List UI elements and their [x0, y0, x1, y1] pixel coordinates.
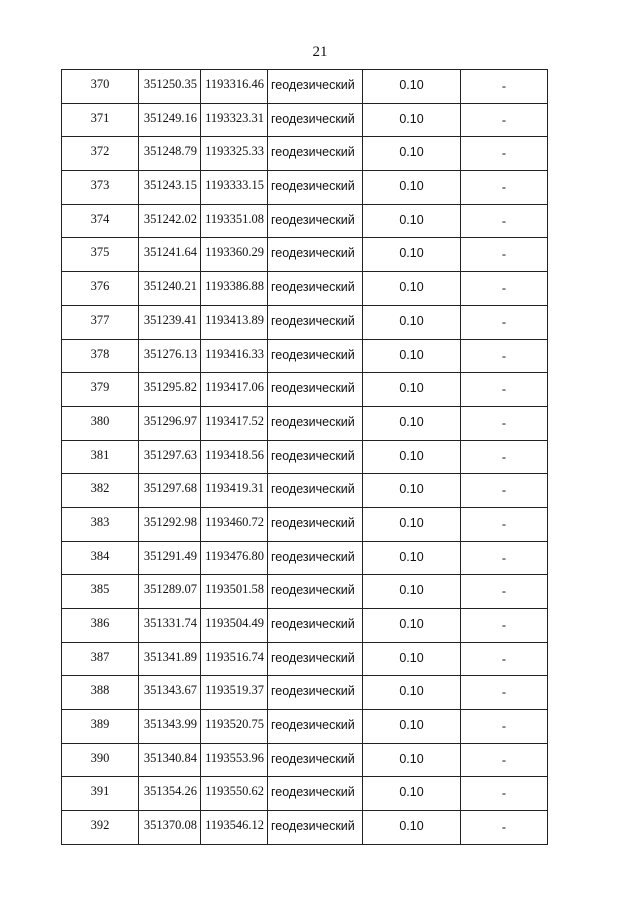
note-cell: - — [461, 541, 548, 575]
table-row — [62, 777, 548, 811]
x-coordinate-cell: 351343.67 — [139, 676, 201, 710]
y-coordinate-cell: 1193519.37 — [201, 676, 268, 710]
x-coordinate-cell: 351289.07 — [139, 575, 201, 609]
point-number-cell: 371 — [62, 103, 139, 137]
table-row — [62, 70, 548, 104]
table-row — [62, 171, 548, 205]
accuracy-cell: 0.10 — [363, 440, 461, 474]
method-cell: геодезический — [268, 609, 363, 643]
point-number-cell: 379 — [62, 373, 139, 407]
table-row — [62, 541, 548, 575]
table-row — [62, 305, 548, 339]
accuracy-cell: 0.10 — [363, 70, 461, 104]
method-cell: геодезический — [268, 204, 363, 238]
x-coordinate-cell: 351250.35 — [139, 70, 201, 104]
page-number: 21 — [312, 44, 328, 60]
x-coordinate-cell: 351341.89 — [139, 642, 201, 676]
table-row — [62, 440, 548, 474]
table-row — [62, 272, 548, 306]
x-coordinate-cell: 351343.99 — [139, 710, 201, 744]
note-cell: - — [461, 507, 548, 541]
method-cell: геодезический — [268, 710, 363, 744]
y-coordinate-cell: 1193550.62 — [201, 777, 268, 811]
table-row — [62, 507, 548, 541]
accuracy-cell: 0.10 — [363, 777, 461, 811]
method-cell: геодезический — [268, 507, 363, 541]
point-number-cell: 387 — [62, 642, 139, 676]
accuracy-cell: 0.10 — [363, 710, 461, 744]
note-cell: - — [461, 609, 548, 643]
x-coordinate-cell: 351240.21 — [139, 272, 201, 306]
table-row — [62, 642, 548, 676]
table-row — [62, 609, 548, 643]
y-coordinate-cell: 1193333.15 — [201, 171, 268, 205]
accuracy-cell: 0.10 — [363, 743, 461, 777]
y-coordinate-cell: 1193419.31 — [201, 474, 268, 508]
note-cell: - — [461, 676, 548, 710]
note-cell: - — [461, 474, 548, 508]
accuracy-cell: 0.10 — [363, 137, 461, 171]
y-coordinate-cell: 1193413.89 — [201, 305, 268, 339]
note-cell: - — [461, 339, 548, 373]
note-cell: - — [461, 575, 548, 609]
y-coordinate-cell: 1193417.52 — [201, 406, 268, 440]
point-number-cell: 388 — [62, 676, 139, 710]
y-coordinate-cell: 1193325.33 — [201, 137, 268, 171]
accuracy-cell: 0.10 — [363, 676, 461, 710]
method-cell: геодезический — [268, 676, 363, 710]
table-row — [62, 743, 548, 777]
accuracy-cell: 0.10 — [363, 609, 461, 643]
y-coordinate-cell: 1193553.96 — [201, 743, 268, 777]
table-row — [62, 238, 548, 272]
x-coordinate-cell: 351249.16 — [139, 103, 201, 137]
table-row — [62, 204, 548, 238]
method-cell: геодезический — [268, 575, 363, 609]
coordinates-table-body — [62, 70, 548, 845]
point-number-cell: 370 — [62, 70, 139, 104]
method-cell: геодезический — [268, 238, 363, 272]
point-number-cell: 380 — [62, 406, 139, 440]
method-cell: геодезический — [268, 811, 363, 845]
point-number-cell: 384 — [62, 541, 139, 575]
note-cell: - — [461, 373, 548, 407]
note-cell: - — [461, 710, 548, 744]
method-cell: геодезический — [268, 642, 363, 676]
x-coordinate-cell: 351248.79 — [139, 137, 201, 171]
accuracy-cell: 0.10 — [363, 541, 461, 575]
table-row — [62, 676, 548, 710]
point-number-cell: 378 — [62, 339, 139, 373]
method-cell: геодезический — [268, 70, 363, 104]
point-number-cell: 385 — [62, 575, 139, 609]
x-coordinate-cell: 351239.41 — [139, 305, 201, 339]
x-coordinate-cell: 351291.49 — [139, 541, 201, 575]
table-row — [62, 474, 548, 508]
note-cell: - — [461, 272, 548, 306]
accuracy-cell: 0.10 — [363, 811, 461, 845]
note-cell: - — [461, 238, 548, 272]
x-coordinate-cell: 351241.64 — [139, 238, 201, 272]
accuracy-cell: 0.10 — [363, 575, 461, 609]
x-coordinate-cell: 351276.13 — [139, 339, 201, 373]
y-coordinate-cell: 1193501.58 — [201, 575, 268, 609]
note-cell: - — [461, 137, 548, 171]
x-coordinate-cell: 351297.68 — [139, 474, 201, 508]
y-coordinate-cell: 1193520.75 — [201, 710, 268, 744]
coordinates-table — [61, 69, 548, 845]
point-number-cell: 373 — [62, 171, 139, 205]
y-coordinate-cell: 1193351.08 — [201, 204, 268, 238]
accuracy-cell: 0.10 — [363, 373, 461, 407]
accuracy-cell: 0.10 — [363, 474, 461, 508]
accuracy-cell: 0.10 — [363, 339, 461, 373]
note-cell: - — [461, 811, 548, 845]
method-cell: геодезический — [268, 137, 363, 171]
note-cell: - — [461, 103, 548, 137]
point-number-cell: 392 — [62, 811, 139, 845]
note-cell: - — [461, 305, 548, 339]
x-coordinate-cell: 351295.82 — [139, 373, 201, 407]
method-cell: геодезический — [268, 440, 363, 474]
x-coordinate-cell: 351354.26 — [139, 777, 201, 811]
note-cell: - — [461, 440, 548, 474]
point-number-cell: 391 — [62, 777, 139, 811]
x-coordinate-cell: 351340.84 — [139, 743, 201, 777]
method-cell: геодезический — [268, 171, 363, 205]
method-cell: геодезический — [268, 406, 363, 440]
note-cell: - — [461, 642, 548, 676]
method-cell: геодезический — [268, 305, 363, 339]
table-row — [62, 406, 548, 440]
point-number-cell: 381 — [62, 440, 139, 474]
accuracy-cell: 0.10 — [363, 103, 461, 137]
point-number-cell: 374 — [62, 204, 139, 238]
y-coordinate-cell: 1193416.33 — [201, 339, 268, 373]
point-number-cell: 375 — [62, 238, 139, 272]
point-number-cell: 389 — [62, 710, 139, 744]
note-cell: - — [461, 70, 548, 104]
note-cell: - — [461, 204, 548, 238]
y-coordinate-cell: 1193460.72 — [201, 507, 268, 541]
note-cell: - — [461, 777, 548, 811]
x-coordinate-cell: 351331.74 — [139, 609, 201, 643]
method-cell: геодезический — [268, 541, 363, 575]
y-coordinate-cell: 1193417.06 — [201, 373, 268, 407]
x-coordinate-cell: 351370.08 — [139, 811, 201, 845]
point-number-cell: 377 — [62, 305, 139, 339]
method-cell: геодезический — [268, 373, 363, 407]
accuracy-cell: 0.10 — [363, 204, 461, 238]
accuracy-cell: 0.10 — [363, 507, 461, 541]
method-cell: геодезический — [268, 474, 363, 508]
point-number-cell: 386 — [62, 609, 139, 643]
accuracy-cell: 0.10 — [363, 238, 461, 272]
table-row — [62, 710, 548, 744]
y-coordinate-cell: 1193546.12 — [201, 811, 268, 845]
table-row — [62, 339, 548, 373]
accuracy-cell: 0.10 — [363, 305, 461, 339]
point-number-cell: 376 — [62, 272, 139, 306]
point-number-cell: 372 — [62, 137, 139, 171]
note-cell: - — [461, 406, 548, 440]
y-coordinate-cell: 1193476.80 — [201, 541, 268, 575]
note-cell: - — [461, 743, 548, 777]
table-row — [62, 373, 548, 407]
y-coordinate-cell: 1193386.88 — [201, 272, 268, 306]
accuracy-cell: 0.10 — [363, 171, 461, 205]
y-coordinate-cell: 1193418.56 — [201, 440, 268, 474]
table-row — [62, 811, 548, 845]
method-cell: геодезический — [268, 103, 363, 137]
x-coordinate-cell: 351296.97 — [139, 406, 201, 440]
point-number-cell: 390 — [62, 743, 139, 777]
x-coordinate-cell: 351242.02 — [139, 204, 201, 238]
note-cell: - — [461, 171, 548, 205]
table-row — [62, 103, 548, 137]
y-coordinate-cell: 1193316.46 — [201, 70, 268, 104]
x-coordinate-cell: 351297.63 — [139, 440, 201, 474]
y-coordinate-cell: 1193504.49 — [201, 609, 268, 643]
y-coordinate-cell: 1193360.29 — [201, 238, 268, 272]
method-cell: геодезический — [268, 743, 363, 777]
x-coordinate-cell: 351292.98 — [139, 507, 201, 541]
accuracy-cell: 0.10 — [363, 272, 461, 306]
table-row — [62, 575, 548, 609]
method-cell: геодезический — [268, 272, 363, 306]
method-cell: геодезический — [268, 339, 363, 373]
y-coordinate-cell: 1193323.31 — [201, 103, 268, 137]
y-coordinate-cell: 1193516.74 — [201, 642, 268, 676]
accuracy-cell: 0.10 — [363, 642, 461, 676]
point-number-cell: 383 — [62, 507, 139, 541]
accuracy-cell: 0.10 — [363, 406, 461, 440]
table-row — [62, 137, 548, 171]
x-coordinate-cell: 351243.15 — [139, 171, 201, 205]
method-cell: геодезический — [268, 777, 363, 811]
point-number-cell: 382 — [62, 474, 139, 508]
